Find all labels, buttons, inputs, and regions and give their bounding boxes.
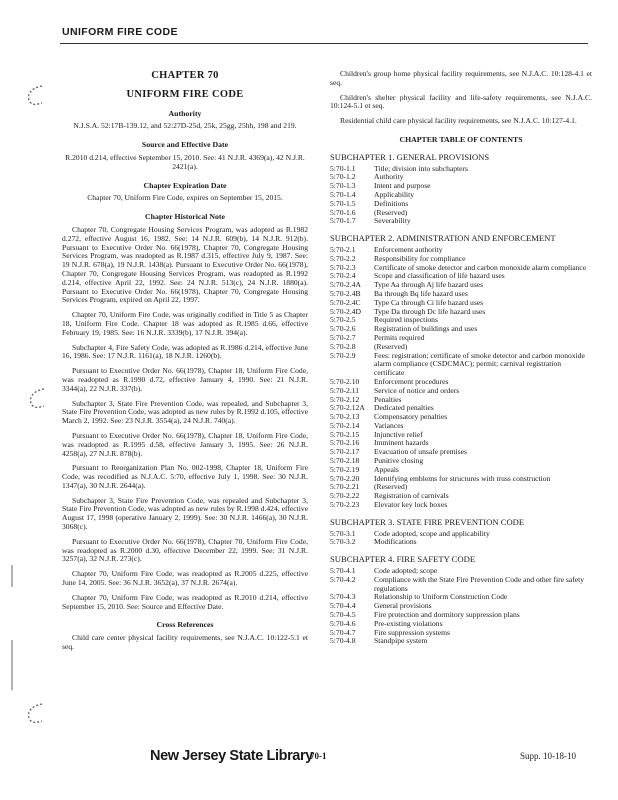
toc-section-title: Fire suppression systems bbox=[374, 627, 450, 637]
toc-section-title: Ba through Bq life hazard uses bbox=[374, 288, 468, 298]
toc-subchapter-heading: SUBCHAPTER 1. GENERAL PROVISIONS bbox=[330, 151, 490, 162]
history-paragraph: Pursuant to Executive Order No. 66(1978), Chapter 18, Uniform Fire Code, was readopted as R.1995 d.58, effective January 3, 1995. See: 26 N.J.R. 4258(a), 27 N.J.R. 878(b). bbox=[62, 430, 308, 458]
history-heading: Chapter Historical Note bbox=[145, 212, 225, 222]
history-paragraph: Chapter 70, Congregate Housing Services Program, was adopted as R.1982 d.272, effective August 16, 1982. See: 14 N.J.R. 609(b), 14 N.J.R. 912(b). Pursuant to Executive Order No. 66(1978), Chapter 70, Congregate Housing Services Program, was readopted as R.1987 d.315, effective July 9, 1987. See: 19 N.J.R. 678(a), 19 N.J.R. 1438(a). Pursuant to Executive Order No. 66(1978), Chapter 70, Congregate Housing Services Program, was readopted as R.1992 d.214, effective April 22, 1992. See: 24 N.J.R. 513(c), 24 N.J.R. 1880(a). Pursuant to Executive Order No. 66(1978), Chapter 70, Congregate Housing Services Program, expired on April 22, 1997. bbox=[62, 224, 308, 305]
toc-section-title: Code adopted; scope bbox=[374, 566, 438, 576]
toc-section-title: Registration of buildings and uses bbox=[374, 324, 478, 334]
toc-subchapter-heading: SUBCHAPTER 2. ADMINISTRATION AND ENFORCEMENT bbox=[330, 233, 556, 244]
toc-section-number: 5:70-2.12 bbox=[330, 394, 360, 404]
toc-entry bbox=[330, 448, 592, 457]
toc-entry bbox=[330, 629, 592, 638]
toc-section-number: 5:70-4.7 bbox=[330, 627, 356, 637]
toc-section-number: 5:70-2.13 bbox=[330, 412, 360, 422]
toc-entry bbox=[330, 530, 592, 539]
toc-section-title: Scope and classification of life hazard uses bbox=[374, 271, 505, 281]
toc-section-number: 5:70-1.4 bbox=[330, 189, 356, 199]
toc-entry bbox=[330, 457, 592, 466]
history-paragraph: Subchapter 3, State Fire Prevention Code, was repealed, and Subchapter 3, State Fire Prevention Code, was adopted as new rules by R.1992 d.105, effective March 2, 1992. See: 23 N.J.R. 3554(a), 24 N.J.R. 740(a). bbox=[62, 398, 308, 426]
toc-section-number: 5:70-2.15 bbox=[330, 429, 360, 439]
toc-section-number: 5:70-1.5 bbox=[330, 198, 356, 208]
toc-section-number: 5:70-2.9 bbox=[330, 350, 356, 360]
toc-entry bbox=[330, 404, 592, 413]
toc-section-title: Variances bbox=[374, 420, 404, 430]
toc-section-title: (Reserved) bbox=[374, 482, 408, 492]
toc-section-number: 5:70-2.11 bbox=[330, 385, 360, 395]
toc-section-title: Required inspections bbox=[374, 315, 438, 325]
toc-section-number: 5:70-1.2 bbox=[330, 172, 356, 182]
toc-entry bbox=[330, 538, 592, 547]
toc-entry bbox=[330, 352, 592, 378]
history-paragraph: Chapter 70, Uniform Fire Code, was originally codified in Title 5 as Chapter 18, Uniform Fire Code. Chapter 18 was adopted as R.1985 d.66, effective February 19, 1985. See: 16 N.J.R. 3339(b), 17 N.J.R. 394(a). bbox=[62, 310, 308, 337]
toc-entry bbox=[330, 325, 592, 334]
toc-section-number: 5:70-2.8 bbox=[330, 341, 356, 351]
margin-change-bar bbox=[10, 640, 14, 690]
toc-section-number: 5:70-3.1 bbox=[330, 528, 356, 538]
toc-section-title: Permits required bbox=[374, 332, 425, 342]
toc-section-number: 5:70-4.4 bbox=[330, 601, 356, 611]
toc-section-title: Type Aa through Aj life hazard uses bbox=[374, 280, 484, 290]
toc-section-title: Applicability bbox=[374, 189, 415, 199]
toc-section-title: Penalties bbox=[374, 394, 402, 404]
toc-entry bbox=[330, 165, 592, 174]
authority-heading: Authority bbox=[168, 108, 202, 118]
toc-section-number: 5:70-2.19 bbox=[330, 464, 360, 474]
chapter-title: UNIFORM FIRE CODE bbox=[126, 88, 244, 100]
history-paragraph: Chapter 70, Uniform Fire Code, was readopted as R.2005 d.225, effective June 14, 2005. See: 36 N.J.R. 3652(a), 37 N.J.R. 2674(a). bbox=[62, 569, 308, 588]
cross-reference: Children's group home physical facility requirements, see N.J.A.C. 10:128-4.1 et seq. bbox=[330, 69, 592, 87]
toc-section-number: 5:70-2.7 bbox=[330, 332, 356, 342]
toc-section-title: Identifying emblems for structures with truss construction bbox=[374, 473, 551, 483]
toc-section-number: 5:70-2.4D bbox=[330, 306, 362, 316]
toc-section-title: (Reserved) bbox=[374, 341, 408, 351]
toc-section-number: 5:70-2.5 bbox=[330, 315, 356, 325]
source-text: R.2010 d.214, effective September 15, 2010. See: 41 N.J.R. 4369(a), 42 N.J.R. 2421(a). bbox=[65, 152, 305, 171]
cross-references-heading: Cross References bbox=[156, 620, 214, 630]
left-column bbox=[62, 70, 308, 658]
toc-section-title: Certificate of smoke detector and carbon monoxide alarm compliance bbox=[374, 262, 587, 272]
expiration-heading: Chapter Expiration Date bbox=[143, 180, 227, 190]
history-paragraph: Pursuant to Executive Order No. 66(1978), Chapter 70, Uniform Fire Code, was readopted as R.2000 d.30, effective December 22, 1999. See: 31 N.J.R. 3257(a), 32 N.J.R. 273(c). bbox=[62, 536, 308, 564]
source-heading: Source and Effective Date bbox=[141, 140, 229, 150]
toc-entry bbox=[330, 431, 592, 440]
toc-entry bbox=[330, 173, 592, 182]
toc-section-number: 5:70-2.18 bbox=[330, 456, 360, 466]
toc-entry bbox=[330, 191, 592, 200]
history-paragraph: Subchapter 4, Fire Safety Code, was adopted as R.1986 d.214, effective June 16, 1986. See: 17 N.J.R. 1161(a), 18 N.J.R. 1260(b). bbox=[62, 342, 308, 361]
toc-subchapter-heading: SUBCHAPTER 4. FIRE SAFETY CODE bbox=[330, 554, 476, 565]
toc-section-title: Type Da through Dc life hazard uses bbox=[374, 306, 486, 316]
history-paragraph: Pursuant to Executive Order No. 66(1978), Chapter 18, Uniform Fire Code, was readopted as R.1990 d.72, effective January 4, 1990. See: 21 N.J.R. 3344(a), 22 N.J.R. 337(b). bbox=[62, 366, 308, 393]
toc-entry bbox=[330, 475, 592, 484]
toc-entry bbox=[330, 334, 592, 343]
toc-entry bbox=[330, 182, 592, 191]
toc-section-title: Punitive closing bbox=[374, 456, 424, 466]
toc-section-number: 5:70-2.12A bbox=[330, 403, 365, 413]
toc-section-title: Pre-existing violations bbox=[374, 618, 443, 628]
toc-entry bbox=[330, 200, 592, 209]
toc-title: CHAPTER TABLE OF CONTENTS bbox=[399, 134, 523, 144]
toc-section-title: Title; division into subchapters bbox=[374, 163, 469, 173]
toc-entry bbox=[330, 637, 592, 646]
toc-section-number: 5:70-4.2 bbox=[330, 574, 356, 584]
binder-hole-mark bbox=[24, 385, 48, 411]
toc-section-title: Elevator key lock boxes bbox=[374, 500, 448, 510]
toc-section-title: Relationship to Uniform Construction Code bbox=[374, 592, 508, 602]
toc-entry bbox=[330, 217, 592, 226]
toc-section-number: 5:70-1.6 bbox=[330, 207, 356, 217]
toc-section-title: Evacuation of unsafe premises bbox=[374, 447, 467, 457]
toc-section-title: Imminent hazards bbox=[374, 438, 429, 448]
toc-subchapter-heading: SUBCHAPTER 3. STATE FIRE PREVENTION CODE bbox=[330, 516, 525, 527]
toc-entry bbox=[330, 209, 592, 218]
table-of-contents bbox=[330, 153, 592, 646]
toc-entry bbox=[330, 492, 592, 501]
toc-section-title: (Reserved) bbox=[374, 207, 408, 217]
toc-entry bbox=[330, 620, 592, 629]
toc-section-number: 5:70-4.3 bbox=[330, 592, 356, 602]
toc-section-number: 5:70-3.2 bbox=[330, 537, 356, 547]
toc-section-number: 5:70-2.21 bbox=[330, 482, 360, 492]
cross-reference: Residential child care physical facility requirements, see N.J.A.C. 10:127-4.1. bbox=[340, 116, 577, 126]
toc-section-number: 5:70-2.4 bbox=[330, 271, 356, 281]
toc-section-title: Fire protection and dormitory suppression plans bbox=[374, 610, 520, 620]
toc-entry bbox=[330, 501, 592, 510]
page-number: 70-1 bbox=[310, 751, 327, 761]
toc-section-number: 5:70-2.6 bbox=[330, 324, 356, 334]
toc-section-number: 5:70-1.7 bbox=[330, 216, 356, 226]
toc-section-number: 5:70-2.16 bbox=[330, 438, 360, 448]
toc-entry bbox=[330, 576, 592, 594]
cross-reference: Child care center physical facility requirements, see N.J.A.C. 10:122-5.1 et seq. bbox=[62, 633, 308, 652]
toc-section-number: 5:70-1.3 bbox=[330, 181, 356, 191]
right-column bbox=[330, 70, 592, 646]
toc-section-number: 5:70-4.8 bbox=[330, 636, 356, 646]
toc-section-title: Definitions bbox=[374, 198, 409, 208]
toc-section-title: Dedicated penalties bbox=[374, 403, 434, 413]
toc-section-number: 5:70-2.3 bbox=[330, 262, 356, 272]
toc-section-number: 5:70-2.23 bbox=[330, 500, 360, 510]
toc-section-number: 5:70-2.4B bbox=[330, 288, 361, 298]
history-paragraph: Pursuant to Reorganization Plan No. 002-1998, Chapter 18, Uniform Fire Code, was recodified as N.J.A.C. 5:70, effective July 1, 1998. See: 30 N.J.R. 1347(a), 30 N.J.R. 2644(a). bbox=[62, 463, 308, 490]
history-paragraph: Subchapter 3, State Fire Prevention Code, was repealed and Subchapter 3, State Fire Prevention Code, was adopted as new rules by R.1998 d.424, effective August 17, 1998 (operative January 2, 1999). See: 30 N.J.R. 1466(a), 30 N.J.R. 3068(c). bbox=[62, 495, 308, 532]
toc-entry bbox=[330, 422, 592, 431]
toc-entry bbox=[330, 378, 592, 387]
toc-section-title: Type Ca through Ci life hazard uses bbox=[374, 297, 484, 307]
chapter-number: CHAPTER 70 bbox=[151, 70, 219, 81]
binder-hole-mark bbox=[22, 82, 46, 108]
cross-reference: Children's shelter physical facility and life-safety requirements, see N.J.A.C. 10:124-5.1 et seq. bbox=[330, 92, 592, 111]
toc-section-title: Standpipe system bbox=[374, 636, 428, 646]
history-paragraph: Chapter 70, Uniform Fire Code, was readopted as R.2010 d.214, effective September 15, 2010. See: Source and Effective Date. bbox=[62, 592, 308, 611]
toc-section-number: 5:70-1.1 bbox=[330, 163, 356, 173]
toc-entry bbox=[330, 593, 592, 602]
toc-entry bbox=[330, 308, 592, 317]
toc-section-number: 5:70-2.4A bbox=[330, 280, 362, 290]
toc-section-title: Intent and purpose bbox=[374, 181, 431, 191]
margin-change-bar bbox=[10, 565, 14, 587]
toc-section-title: Enforcement authority bbox=[374, 244, 443, 254]
toc-section-title: General provisions bbox=[374, 601, 432, 611]
supplement-date: Supp. 10-18-10 bbox=[520, 751, 576, 761]
toc-section-title: Modifications bbox=[374, 537, 417, 547]
toc-section-title: Responsibility for compliance bbox=[374, 253, 466, 263]
toc-section-number: 5:70-4.6 bbox=[330, 618, 356, 628]
toc-section-number: 5:70-2.22 bbox=[330, 491, 360, 501]
toc-section-number: 5:70-2.1 bbox=[330, 244, 356, 254]
toc-section-title: Fees: registration; certificate of smoke detector and carbon monoxide alarm compliance (CSDCMAC); permit; carnival registration certificate bbox=[374, 350, 585, 378]
toc-entry bbox=[330, 413, 592, 422]
toc-section-number: 5:70-2.17 bbox=[330, 447, 360, 457]
toc-entry bbox=[330, 611, 592, 620]
library-watermark: New Jersey State Library bbox=[150, 748, 313, 764]
toc-section-number: 5:70-4.5 bbox=[330, 610, 356, 620]
toc-section-title: Compensatory penalties bbox=[374, 412, 448, 422]
header-rule bbox=[60, 43, 588, 44]
toc-section-number: 5:70-2.20 bbox=[330, 473, 360, 483]
toc-section-title: Registration of carnivals bbox=[374, 491, 449, 501]
toc-section-number: 5:70-4.1 bbox=[330, 566, 356, 576]
toc-section-number: 5:70-2.10 bbox=[330, 376, 360, 386]
toc-section-number: 5:70-2.14 bbox=[330, 420, 360, 430]
expiration-text: Chapter 70, Uniform Fire Code, expires on September 15, 2015. bbox=[87, 193, 283, 203]
authority-text: N.J.S.A. 52:17B-139.12, and 52:27D-25d, 25k, 25gg, 25hh, 198 and 219. bbox=[73, 121, 297, 131]
toc-entry bbox=[330, 396, 592, 405]
toc-section-title: Service of notice and orders bbox=[374, 385, 460, 395]
toc-section-title: Enforcement procedures bbox=[374, 376, 449, 386]
toc-section-title: Severability bbox=[374, 216, 411, 226]
toc-section-title: Code adopted, scope and applicability bbox=[374, 528, 490, 538]
toc-entry bbox=[330, 483, 592, 492]
toc-entry bbox=[330, 387, 592, 396]
toc-section-number: 5:70-2.4C bbox=[330, 297, 361, 307]
binder-hole-mark bbox=[22, 700, 46, 726]
toc-section-title: Compliance with the State Fire Prevention Code and other fire safety regulations bbox=[374, 574, 585, 593]
toc-section-number: 5:70-2.2 bbox=[330, 253, 356, 263]
toc-section-title: Appeals bbox=[374, 464, 399, 474]
toc-section-title: Injunctive relief bbox=[374, 429, 423, 439]
toc-section-title: Authority bbox=[374, 172, 404, 182]
running-header: UNIFORM FIRE CODE bbox=[62, 26, 178, 38]
